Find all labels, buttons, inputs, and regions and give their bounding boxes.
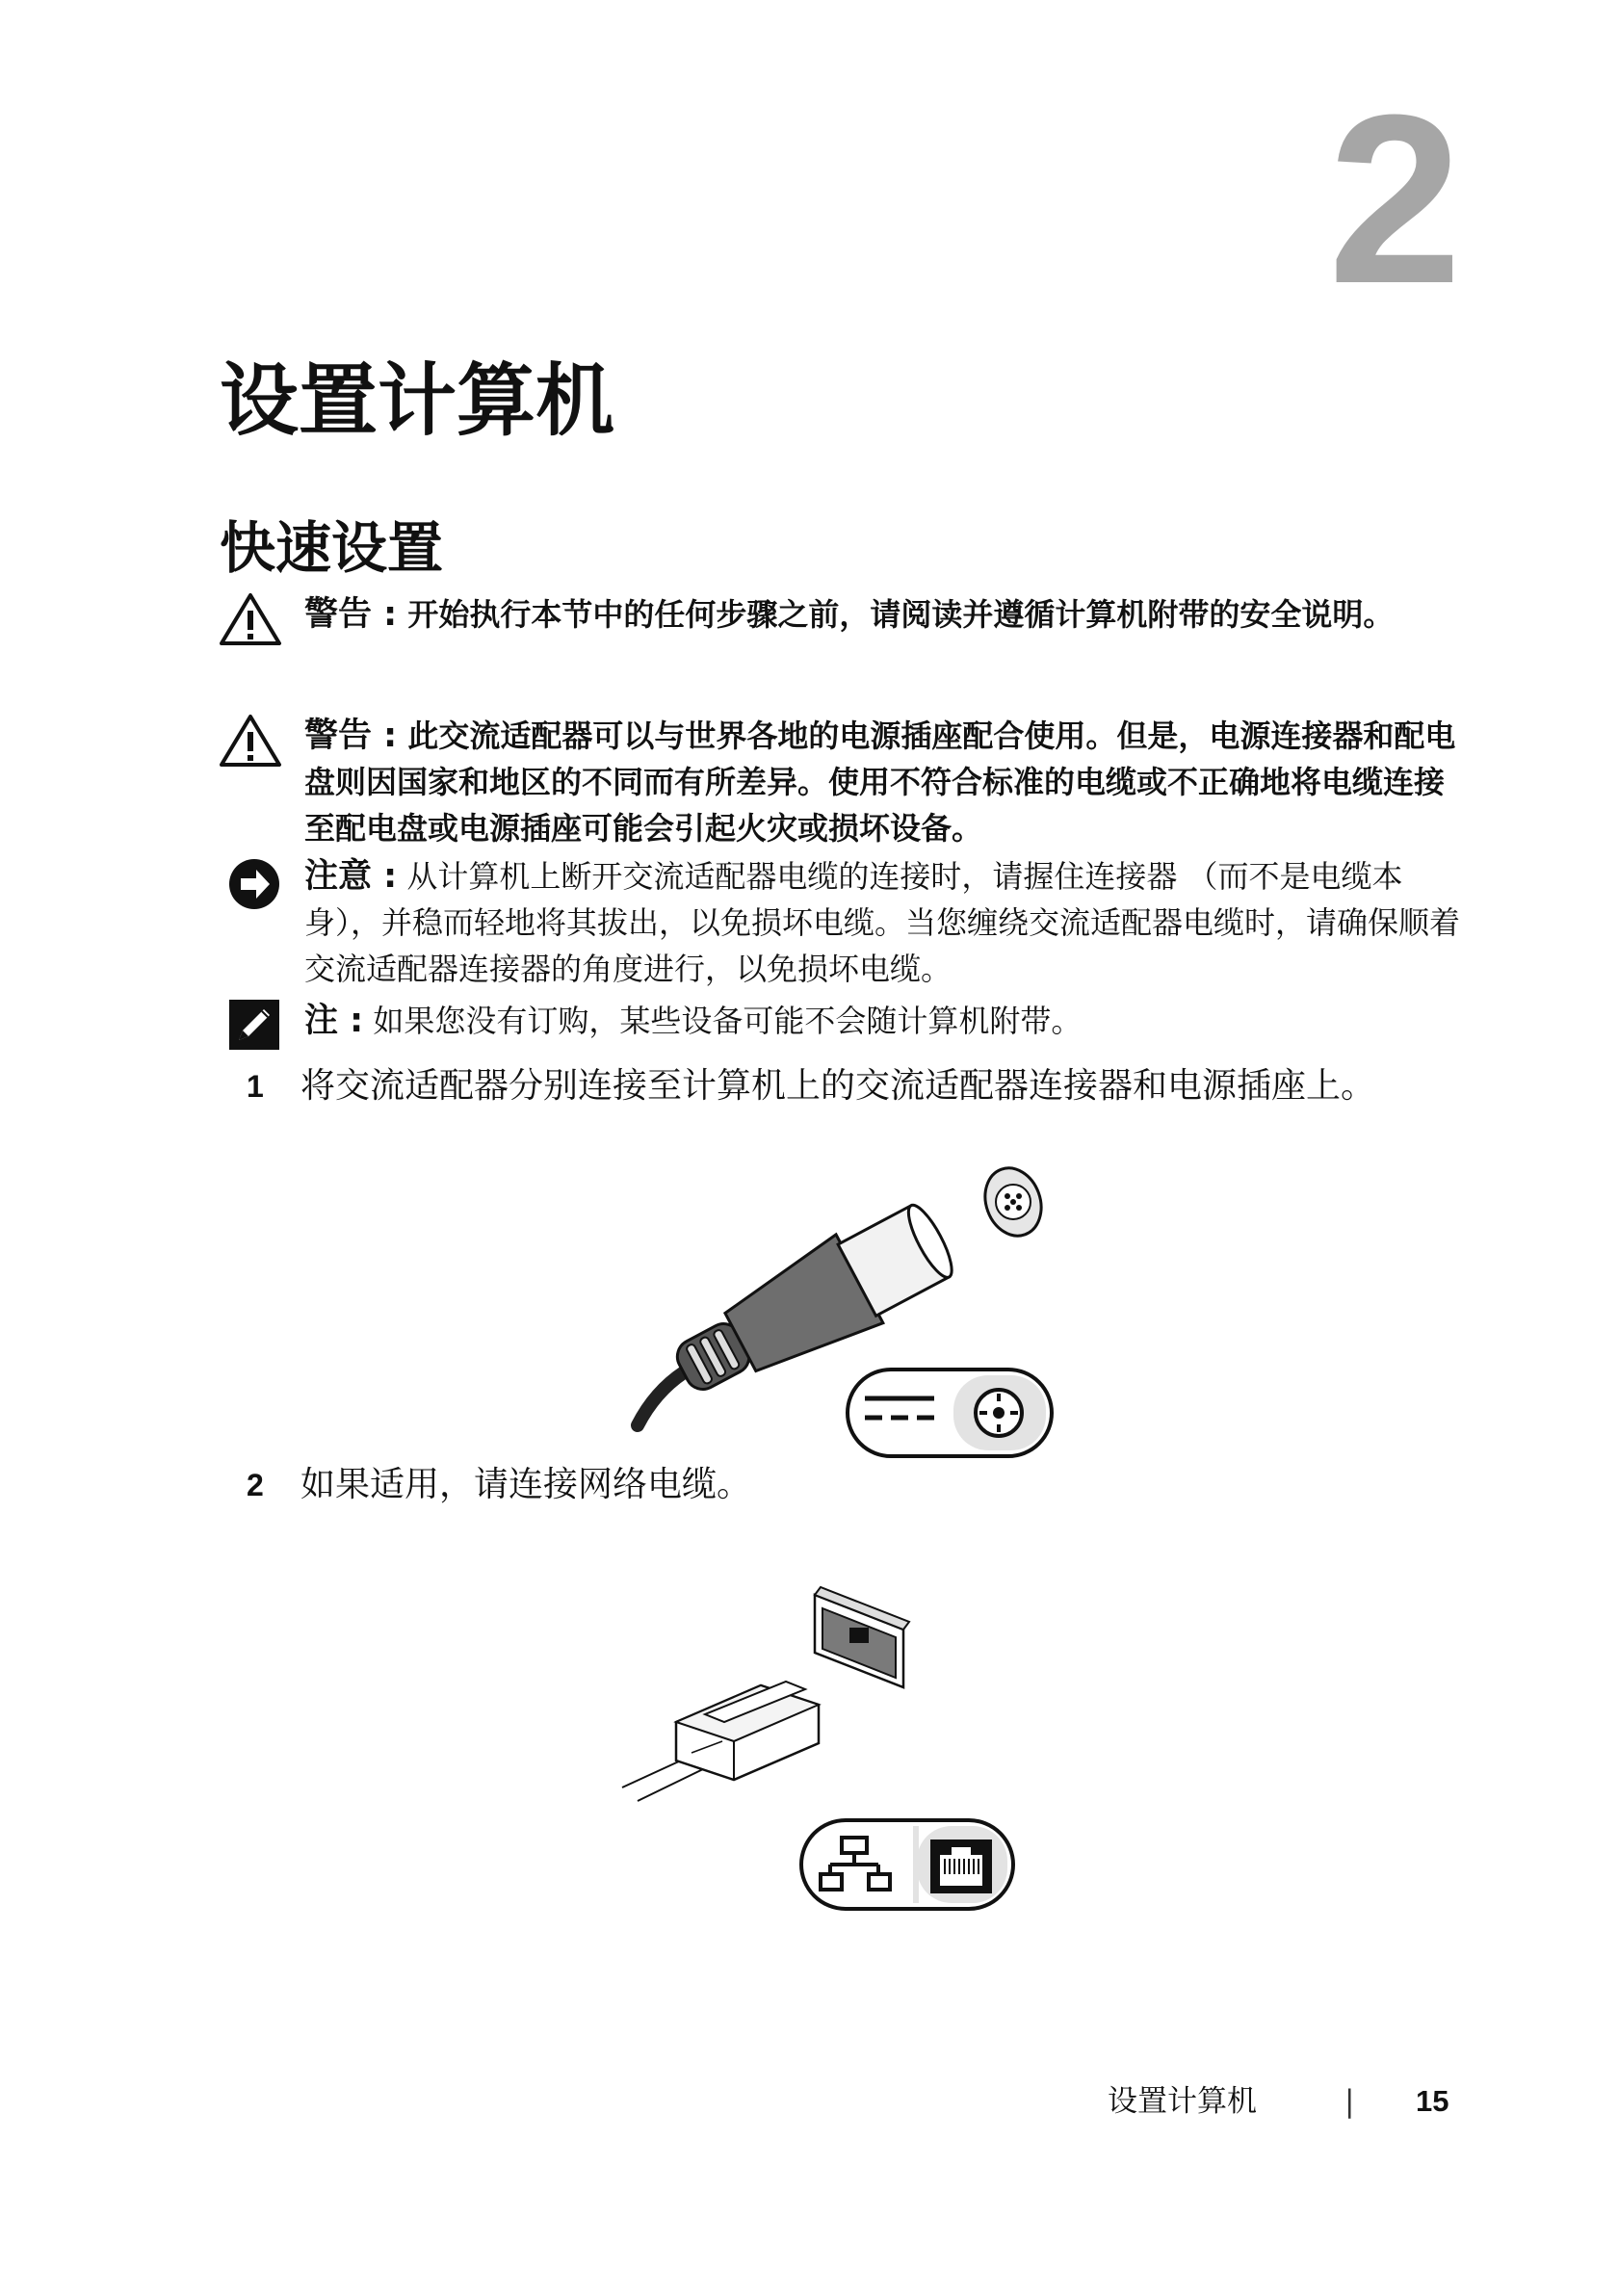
step-item: [247, 1462, 1499, 1508]
warning-notice: [218, 713, 1470, 851]
pencil-note-icon: [227, 998, 281, 1052]
notice-text: 从计算机上断开交流适配器电缆的连接时，请握住连接器 （而不是电缆本身），并稳而轻地将其拔出，以免损坏电缆。当您缠绕交流适配器电缆时，请确保顺着交流适配器连接器的角度进行，以免损坏电缆。: [304, 858, 1461, 987]
section-title: 快速设置: [220, 515, 444, 581]
notice-text: 此交流适配器可以与世界各地的电源插座配合使用。但是，电源连接器和配电盘则因国家和地区的不同而有所差异。使用不符合标准的电缆或不正确地将电缆连接至配电盘或电源插座可能会引起火灾或损坏设备。: [304, 718, 1456, 847]
step-number: 2: [247, 1468, 264, 1502]
chapter-number: 2: [1327, 65, 1462, 333]
warning-triangle-icon: [218, 591, 283, 647]
note-notice: [218, 998, 1470, 1044]
notice-label: 警告 :: [304, 717, 398, 755]
footer-section-title: 设置计算机: [1108, 2084, 1257, 2119]
page-footer: [1108, 2082, 1449, 2121]
notice-label: 警告 :: [304, 595, 398, 634]
notice-text: 开始执行本节中的任何步骤之前，请阅读并遵循计算机附带的安全说明。: [407, 596, 1395, 633]
notice-label: 注意 :: [304, 857, 398, 896]
step-item: [247, 1063, 1499, 1109]
arrow-circle-icon: [225, 855, 283, 913]
warning-notice: [218, 591, 1470, 638]
warning-triangle-icon: [218, 713, 283, 769]
ac-adapter-illustration: [616, 1146, 1069, 1464]
step-text: 将交流适配器分别连接至计算机上的交流适配器连接器和电源插座上。: [300, 1066, 1376, 1106]
notice-text: 如果您没有订购，某些设备可能不会随计算机附带。: [373, 1003, 1083, 1039]
network-cable-illustration: [616, 1570, 1040, 1917]
caution-notice: [218, 853, 1470, 992]
step-number: 1: [247, 1069, 264, 1104]
chapter-title: 设置计算机: [220, 355, 615, 447]
footer-separator: |: [1344, 2084, 1355, 2119]
page-number: 15: [1416, 2084, 1449, 2118]
step-text: 如果适用，请连接网络电缆。: [300, 1465, 752, 1504]
notice-label: 注 :: [304, 1002, 364, 1040]
